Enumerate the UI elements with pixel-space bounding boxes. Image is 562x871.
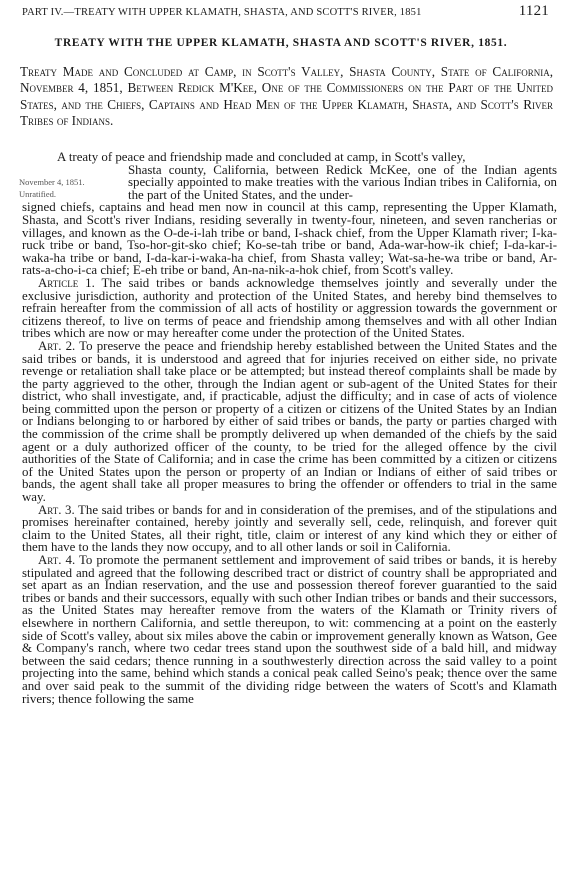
article-3 [22, 504, 557, 554]
intro-indented: Shasta county, California, between Redick McKee, one of the Indian agents specially appointed to make treaties with the various Indian tribes in California, on the part of the United States, and the under- [128, 162, 557, 202]
article-1 [22, 277, 557, 340]
treaty-body [22, 151, 557, 705]
margin-note-status: Unratified. [19, 189, 57, 199]
running-head-title: PART IV.—TREATY WITH UPPER KLAMATH, SHASTA, AND SCOTT'S RIVER, 1851 [22, 7, 422, 18]
intro-paragraph [22, 151, 557, 277]
article-3-text: The said tribes or bands for and in consideration of the premises, and of the stipulations and promises hereinafter contained, hereby jointly and severally sell, cede, relinquish, and forever quit claim to the United States, all their right, title, claim or interest of any kind which they or either of them have to the lands they now occupy, and to all other lands or soil in California. [22, 502, 557, 555]
treaty-title: TREATY WITH THE UPPER KLAMATH, SHASTA AND SCOTT'S RIVER, 1851. [54, 37, 508, 49]
article-3-label: Art. 3. [38, 502, 75, 517]
margin-note-date: November 4, 1851. [19, 177, 85, 187]
article-4-label: Art. 4. [38, 553, 76, 567]
intro-lead: A treaty of peace and friendship made and concluded at camp, in Scott's valley, [57, 150, 466, 164]
article-2 [22, 340, 557, 504]
intro-rest: signed chiefs, captains and head men now in council at this camp, representing the Upper Klamath, Shasta, and Scott's river Indians, residing severally in twenty-four, nineteen, and seven rancherias or villages, and known as the O-de-i-lah tribe or band, I-shack chief, from the Upper Klamath river; I-ka-ruck tribe or band, Tso-hor-git-sko chief; Ko-se-tah tribe or band, Ada-war-how-ik chief; I-da-kar-i-waka-ha tribe or band, I-da-kar-i-waka-ha chief, from Shasta valley; Wat-sa-he-wa tribe or band, Ar-rats-a-cho-i-ca chief; E-eh tribe or band, An-na-nik-a-hok chief, from Scott's valley. [22, 200, 557, 278]
article-4 [22, 554, 557, 705]
treaty-preamble: Treaty Made and Concluded at Camp, in Scott's Valley, Shasta County, State of California, November 4, 1851, Between Redick M'Kee, One of the Commissioners on the Part of the United States, and the Chiefs, Captains and Head Men of the Upper Klamath, Shasta, and Scott's River Tribes of Indians. [20, 64, 553, 129]
article-1-label: Article 1. [38, 275, 95, 290]
article-2-label: Art. 2. [38, 338, 76, 353]
page-number: 1121 [518, 3, 549, 19]
article-2-text: To preserve the peace and friendship hereby established between the United States and the said tribes or bands, it is understood and agreed that for injuries received on either side, no private revenge or retaliation shall take place or be attempted; but instead thereof complaints shall be made by the party aggrieved to the other, through the Indian agent or sub-agent of the United States for their district, who shall investigate, and, if practicable, adjust the difficulty; and in case of acts of violence being committed upon the person or property of a citizen or citizens of the United States by an Indian or Indians belonging to or harbored by either of said tribes or bands, the party or parties charged with the commission of the crime shall be promptly delivered up when demanded of the chiefs by the said agent or a duly authorized officer of the county, to be tried for the alleged offence by the civil authorities of the State of California; and in case the crime has been committed by a citizen or citizens of the United States upon the person or property of an Indian or Indians of either of said tribes or bands, the agent shall take all proper measures to bring the offender or offenders to trial in the same way. [22, 338, 557, 505]
article-1-text: The said tribes or bands acknowledge themselves jointly and severally under the exclusive jurisdiction, authority and protection of the United States, and hereby bind themselves to refrain hereafter from the commission of all acts of hostility or aggression towards the government or citizens thereof, to live on terms of peace and friendship among themselves and with all other Indian tribes which are now or may hereafter come under the protection of the United States. [22, 275, 557, 341]
article-4-text: To promote the permanent settlement and improvement of said tribes or bands, it is hereby stipulated and agreed that the following described tract or district of country shall be appropriated and set apart as an Indian reservation, and the use and possession thereof forever guarantied to the said tribes or bands and their successors, equally with such other Indian tribes or bands and their successors, as the United States may hereafter remove from the waters of the Klamath or Trinity rivers of elsewhere in northern California, and settle thereupon, to wit: commencing at a point on the easterly side of Scott's valley, about six miles above the cabin or improvement generally known as Watson, Gee & Company's ranch, where two cedar trees stand upon the southwest side of a bald hill, and midway between the said cedars; thence running in a southwesterly direction across the said valley to a point projecting into the same, behind which stands a conical peak called Seino's peak; thence over the same and over said peak to the summit of the dividing ridge between the waters of Scott's and Klamath rivers; thence following the same [22, 553, 557, 706]
